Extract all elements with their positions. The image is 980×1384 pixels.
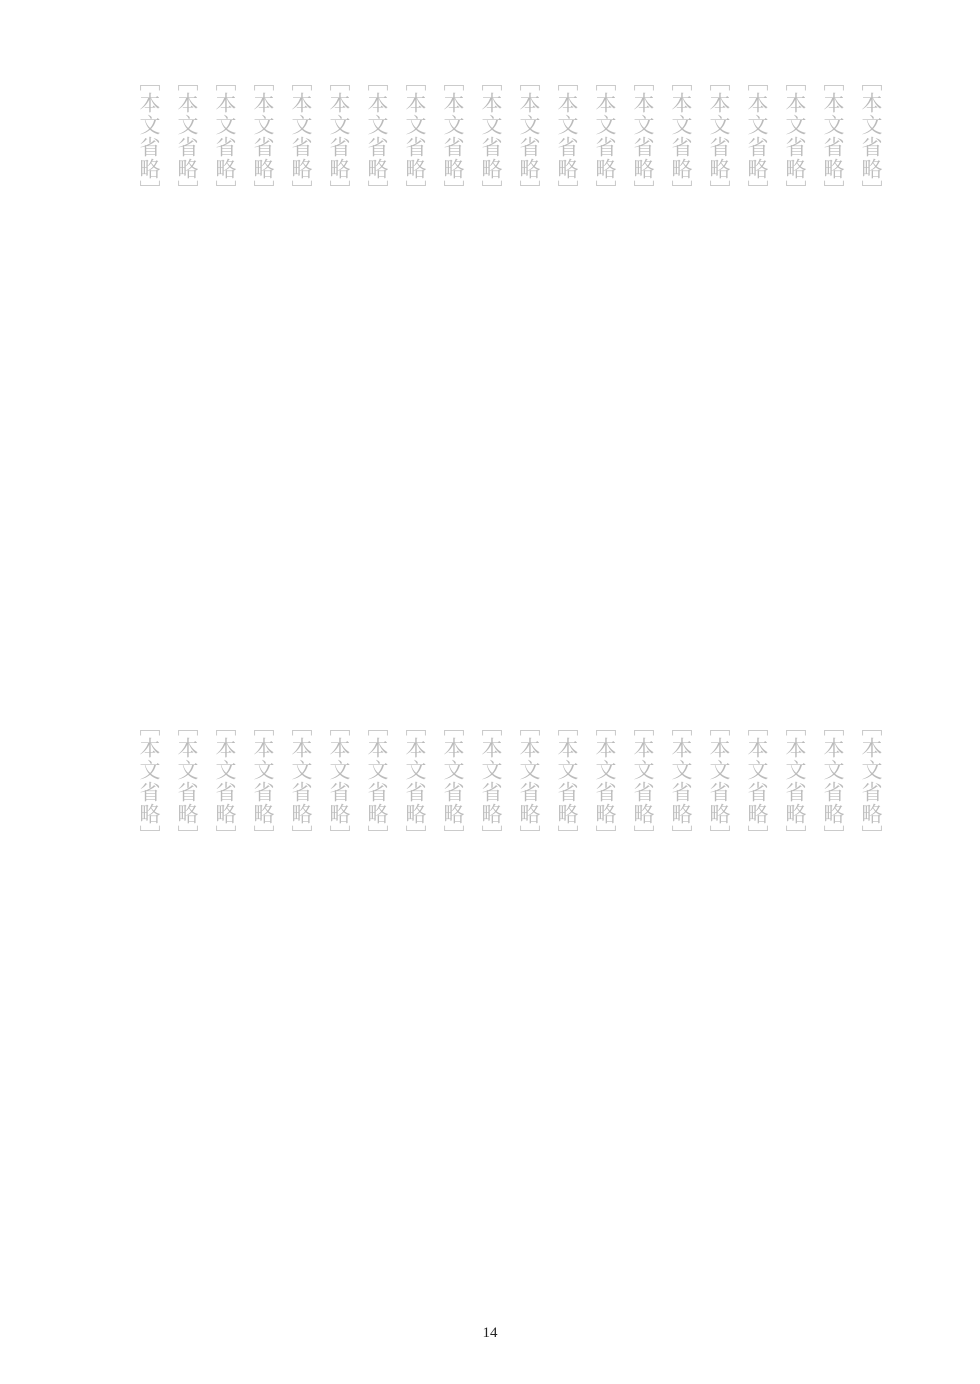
text-column: ［本文省略］ xyxy=(289,715,313,847)
text-column: ［本文省略］ xyxy=(251,715,275,847)
text-column: ［本文省略］ xyxy=(745,715,769,847)
text-column: ［本文省略］ xyxy=(403,70,427,202)
text-column: ［本文省略］ xyxy=(593,715,617,847)
text-column: ［本文省略］ xyxy=(707,715,731,847)
text-column: ［本文省略］ xyxy=(593,70,617,202)
text-column: ［本文省略］ xyxy=(821,70,845,202)
text-column: ［本文省略］ xyxy=(289,70,313,202)
text-column: ［本文省略］ xyxy=(859,715,883,847)
text-column: ［本文省略］ xyxy=(327,715,351,847)
text-column: ［本文省略］ xyxy=(327,70,351,202)
text-column: ［本文省略］ xyxy=(441,715,465,847)
text-column: ［本文省略］ xyxy=(669,70,693,202)
text-column: ［本文省略］ xyxy=(669,715,693,847)
text-column: ［本文省略］ xyxy=(403,715,427,847)
text-column: ［本文省略］ xyxy=(175,715,199,847)
text-column: ［本文省略］ xyxy=(479,715,503,847)
text-block-bottom xyxy=(130,715,890,1315)
text-column: ［本文省略］ xyxy=(821,715,845,847)
text-column: ［本文省略］ xyxy=(213,715,237,847)
text-column: ［本文省略］ xyxy=(365,70,389,202)
text-column: ［本文省略］ xyxy=(137,715,161,847)
text-column: ［本文省略］ xyxy=(137,70,161,202)
text-column: ［本文省略］ xyxy=(555,70,579,202)
text-column: ［本文省略］ xyxy=(365,715,389,847)
text-column: ［本文省略］ xyxy=(707,70,731,202)
text-column: ［本文省略］ xyxy=(631,70,655,202)
text-column: ［本文省略］ xyxy=(213,70,237,202)
text-column: ［本文省略］ xyxy=(783,70,807,202)
text-column: ［本文省略］ xyxy=(479,70,503,202)
text-column: ［本文省略］ xyxy=(517,70,541,202)
text-column: ［本文省略］ xyxy=(555,715,579,847)
text-column: ［本文省略］ xyxy=(251,70,275,202)
text-column: ［本文省略］ xyxy=(783,715,807,847)
text-block-top xyxy=(130,70,890,670)
text-column: ［本文省略］ xyxy=(441,70,465,202)
text-column: ［本文省略］ xyxy=(745,70,769,202)
text-column: ［本文省略］ xyxy=(517,715,541,847)
text-column: ［本文省略］ xyxy=(631,715,655,847)
page-number: 14 xyxy=(482,1325,498,1341)
text-column: ［本文省略］ xyxy=(859,70,883,202)
text-column: ［本文省略］ xyxy=(175,70,199,202)
